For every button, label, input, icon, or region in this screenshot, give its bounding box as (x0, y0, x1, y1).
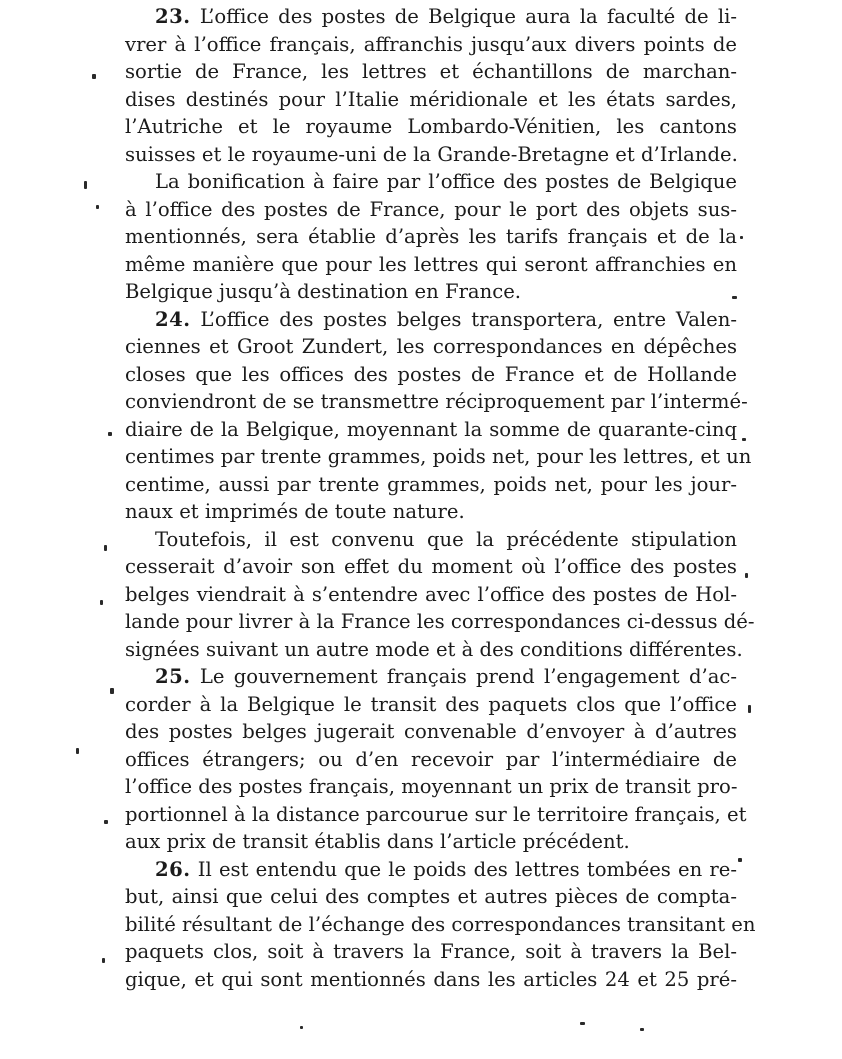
text-line: dises destinés pour l’Italie méridionale et les états sardes, (125, 87, 737, 111)
text-line: l’Autriche et le royaume Lombardo-Vénitien, les cantons (125, 115, 737, 138)
text-line: naux et imprimés de toute nature. (125, 500, 465, 523)
scan-speck (640, 1028, 644, 1031)
scan-speck (110, 688, 114, 694)
text-line: à l’office des postes de France, pour le port des objets sus- (125, 197, 737, 221)
text-line: des postes belges jugerait convenable d’envoyer à d’autres (125, 720, 737, 743)
scan-speck (84, 181, 87, 189)
scan-speck (742, 438, 746, 441)
text-line: Toutefois, il est convenu que la précédente stipulation (155, 527, 737, 551)
text-line (125, 3, 737, 31)
scan-speck (76, 748, 79, 754)
line-text: Il est entendu que le poids des lettres tombées en re- (197, 857, 737, 881)
text-line: ciennes et Groot Zundert, les correspondances en dépêches (125, 335, 737, 358)
article-number: 26. (155, 857, 191, 881)
article-number: 24. (155, 307, 191, 331)
text-line: signées suivant un autre mode et à des conditions différentes. (125, 637, 743, 661)
scan-speck (300, 1026, 303, 1029)
text-line (125, 306, 737, 334)
text-line: corder à la Belgique le transit des paquets clos que l’office (125, 692, 737, 716)
text-line: diaire de la Belgique, moyennant la somme de quarante-cinq (125, 417, 737, 441)
scan-speck (738, 858, 742, 862)
scan-speck (92, 74, 96, 79)
scan-speck (100, 600, 103, 605)
text-line: gique, et qui sont mentionnés dans les articles 24 et 25 pré- (125, 967, 737, 991)
text-line: paquets clos, soit à travers la France, soit à travers la Bel- (125, 940, 737, 963)
text-line: belges viendrait à s’entendre avec l’office des postes de Hol- (125, 582, 737, 606)
scan-speck (580, 1022, 585, 1025)
line-text: L’office des postes belges transportera, entre Valen- (200, 307, 738, 331)
scan-speck (96, 205, 99, 209)
line-text: Le gouvernement français prend l’engagement d’ac- (199, 665, 737, 688)
text-line: but, ainsi que celui des comptes et autres pièces de compta- (125, 885, 737, 908)
text-line: conviendront de se transmettre réciproquement par l’intermé- (125, 390, 748, 413)
text-line: même manière que pour les lettres qui seront affranchies en (125, 252, 737, 276)
text-line: portionnel à la distance parcourue sur le territoire français, et (125, 802, 747, 826)
text-line (125, 663, 737, 691)
text-line: La bonification à faire par l’office des postes de Belgique (155, 170, 737, 193)
scan-speck (745, 573, 748, 578)
scan-speck (104, 545, 107, 551)
text-line: sortie de France, les lettres et échantillons de marchan- (125, 60, 737, 83)
text-line: mentionnés, sera établie d’après les tarifs français et de la (125, 225, 737, 248)
text-line: suisses et le royaume-uni de la Grande-Bretagne et d’Irlande. (125, 142, 738, 166)
scan-speck (102, 958, 105, 963)
scan-speck (748, 705, 751, 713)
scan-speck (104, 820, 108, 824)
article-number: 23. (155, 5, 191, 28)
text-line: Belgique jusqu’à destination en France. (125, 280, 522, 303)
text-line: cesserait d’avoir son effet du moment où l’office des postes (125, 555, 737, 578)
text-line: closes que les offices des postes de France et de Hollande (125, 362, 737, 386)
scan-speck (732, 296, 737, 299)
article-number: 25. (155, 665, 191, 688)
text-line (125, 856, 737, 884)
line-text: L’office des postes de Belgique aura la faculté de li- (199, 5, 738, 28)
text-line: bilité résultant de l’échange des correspondances transitant en (125, 912, 756, 936)
text-line: vrer à l’office français, affranchis jusqu’aux divers points de (125, 32, 737, 56)
text-line: aux prix de transit établis dans l’article précédent. (125, 830, 630, 853)
text-line: l’office des postes français, moyennant un prix de transit pro- (125, 775, 738, 798)
text-line: lande pour livrer à la France les correspondances ci-dessus dé- (125, 610, 755, 633)
article-text (125, 3, 756, 993)
scan-speck (108, 432, 112, 436)
scan-speck (740, 236, 743, 239)
text-line: centime, aussi par trente grammes, poids net, pour les jour- (125, 472, 737, 496)
text-line: centimes par trente grammes, poids net, pour les lettres, et un (125, 445, 752, 468)
text-line: offices étrangers; ou d’en recevoir par l’intermédiaire de (125, 747, 737, 771)
